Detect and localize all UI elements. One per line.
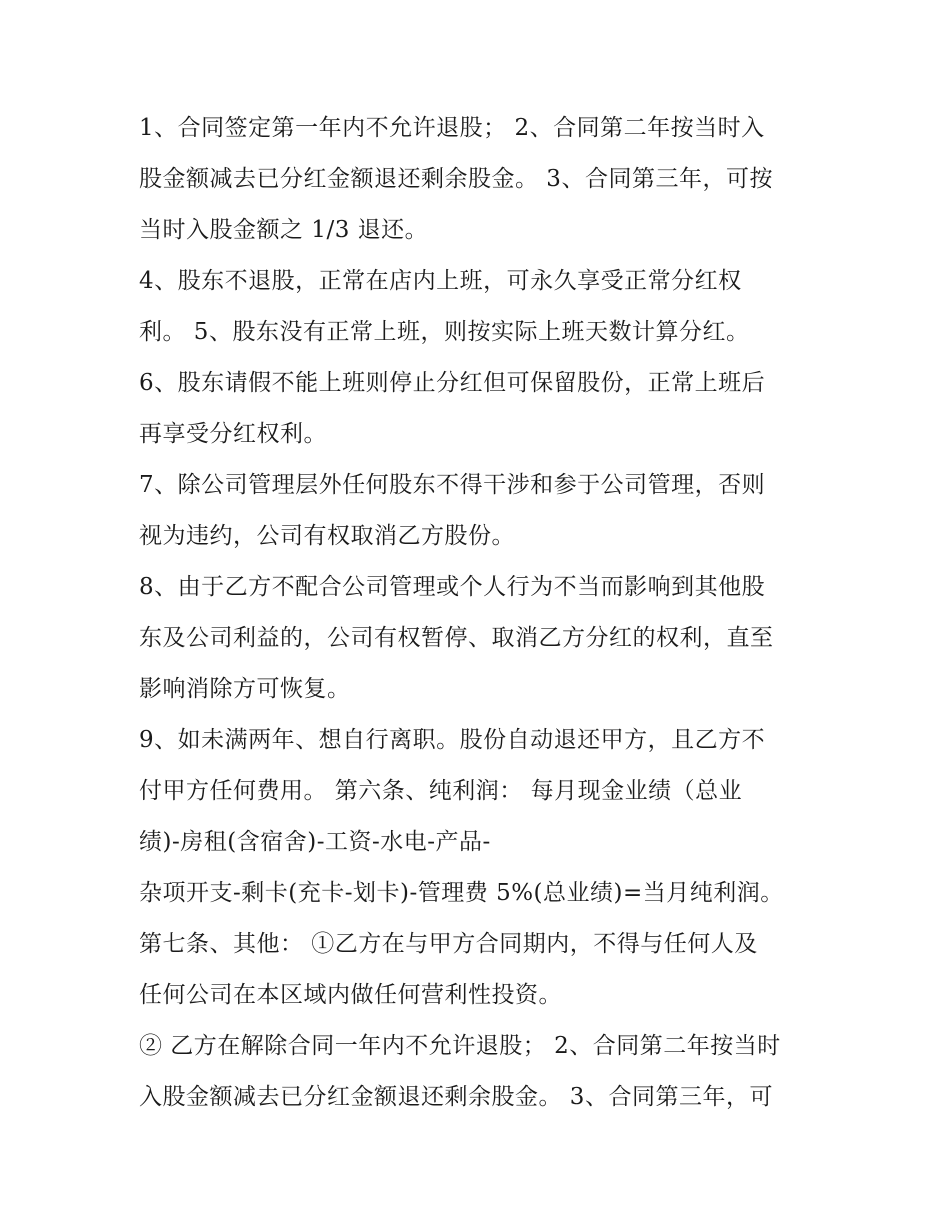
text-line: 任何公司在本区域内做任何营利性投资。 xyxy=(139,982,562,1008)
text-line: 利。 5、股东没有正常上班，则按实际上班天数计算分红。 xyxy=(139,319,750,345)
text-line: 影响消除方可恢复。 xyxy=(139,676,351,702)
text-line: 东及公司利益的，公司有权暂停、取消乙方分红的权利，直至 xyxy=(139,625,774,651)
text-line: 1、合同签定第一年内不允许退股； 2、合同第二年按当时入 xyxy=(139,115,765,141)
text-line: 当时入股金额之 1/3 退还。 xyxy=(139,217,429,243)
text-line: 8、由于乙方不配合公司管理或个人行为不当而影响到其他股 xyxy=(139,574,766,600)
text-line: 再享受分红权利。 xyxy=(139,421,327,447)
text-line: 第七条、其他： ①乙方在与甲方合同期内，不得与任何人及 xyxy=(139,931,758,957)
document-body xyxy=(139,103,819,1123)
text-line: ② 乙方在解除合同一年内不允许退股； 2、合同第二年按当时 xyxy=(139,1033,781,1059)
text-line: 视为违约，公司有权取消乙方股份。 xyxy=(139,523,515,549)
text-line: 绩)-房租(含宿舍)-工资-水电-产品- xyxy=(139,829,491,855)
text-line: 入股金额减去已分红金额退还剩余股金。 3、合同第三年，可 xyxy=(139,1084,773,1110)
text-line: 付甲方任何费用。 第六条、纯利润： 每月现金业绩（总业 xyxy=(139,778,743,804)
text-line: 杂项开支-剩卡(充卡-划卡)-管理费 5%(总业绩)=当月纯利润。 xyxy=(139,880,784,906)
text-line: 7、除公司管理层外任何股东不得干涉和参于公司管理，否则 xyxy=(139,472,766,498)
text-line: 4、股东不退股，正常在店内上班，可永久享受正常分红权 xyxy=(139,268,742,294)
text-line: 6、股东请假不能上班则停止分红但可保留股份，正常上班后 xyxy=(139,370,766,396)
text-line: 股金额减去已分红金额退还剩余股金。 3、合同第三年，可按 xyxy=(139,166,773,192)
text-line: 9、如未满两年、想自行离职。股份自动退还甲方，且乙方不 xyxy=(139,727,766,753)
